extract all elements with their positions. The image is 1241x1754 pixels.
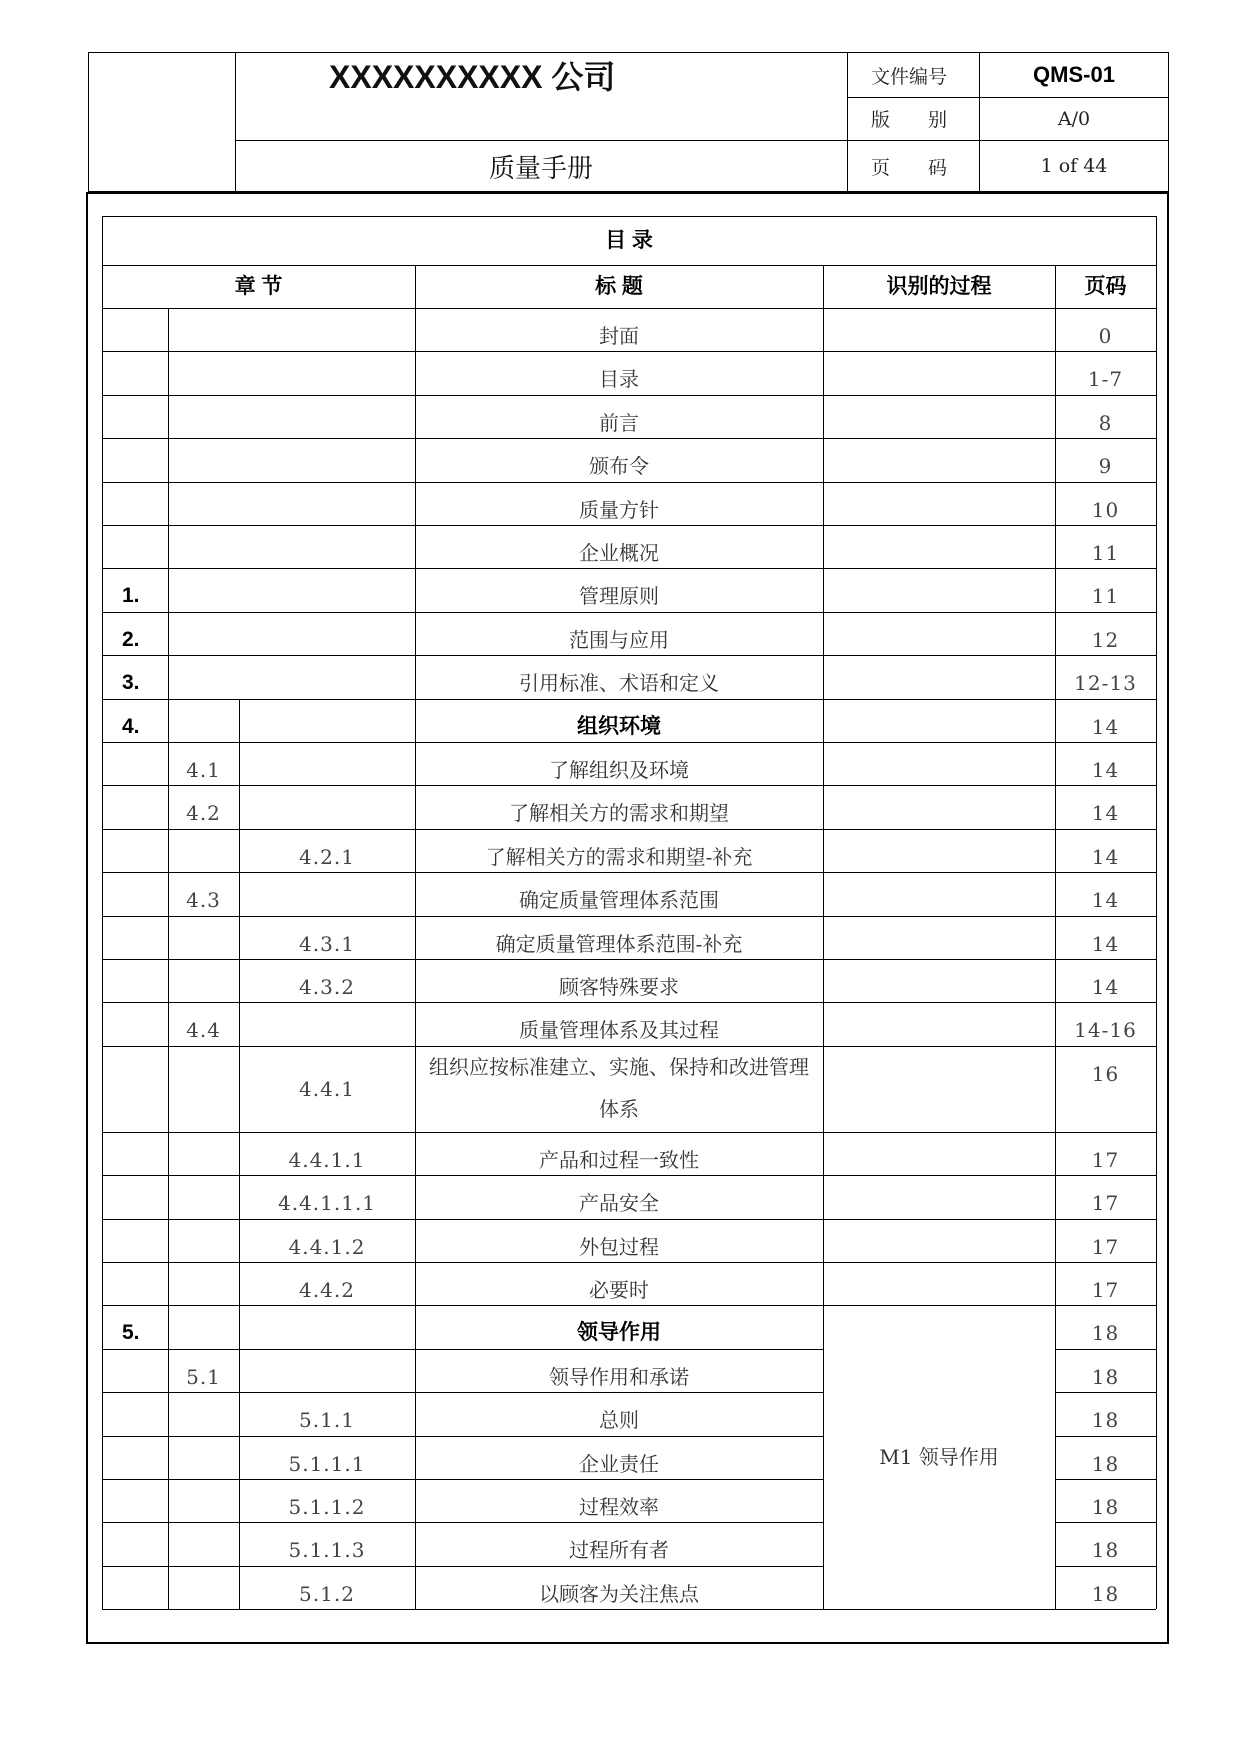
subsection-number [239, 872, 415, 915]
section-number [168, 1132, 239, 1175]
entry-title: 产品和过程一致性 [539, 1147, 699, 1172]
page-ref: 12 [1091, 627, 1120, 652]
entry-title: 企业概况 [579, 541, 659, 565]
section-number [168, 1219, 239, 1262]
page-ref: 16 [1091, 1061, 1120, 1086]
entry-title: 确定质量管理体系范围-补充 [495, 931, 743, 956]
section-number [168, 916, 239, 959]
page-ref: 18 [1091, 1495, 1120, 1519]
entry-title: 领导作用和承诺 [549, 1364, 689, 1389]
section-number [168, 1522, 239, 1565]
chapter-number [102, 1132, 168, 1175]
entry-title: 企业责任 [579, 1451, 659, 1476]
entry-title: 了解相关方的需求和期望-补充 [485, 844, 753, 869]
col-header-process: 识别的过程 [886, 274, 992, 298]
section-number [168, 308, 239, 351]
entry-title: 目录 [599, 367, 639, 392]
section-number [168, 1392, 239, 1435]
merged-process-cell: M1 领导作用 [879, 1445, 999, 1470]
chapter-number [102, 1175, 168, 1218]
chapter-number [102, 395, 168, 438]
page-ref: 14-16 [1074, 1018, 1137, 1043]
chapter-number: 3. [122, 671, 140, 695]
page-number: 1 of 44 [1040, 155, 1108, 177]
entry-title: 了解组织及环境 [549, 758, 689, 782]
entry-title: 管理原则 [579, 584, 659, 609]
chapter-number [102, 1219, 168, 1262]
section-number [168, 568, 239, 611]
doc-number-label: 文件编号 [871, 65, 948, 88]
document-header [88, 52, 1169, 192]
section-number [168, 1566, 239, 1609]
page-ref: 18 [1091, 1581, 1120, 1606]
chapter-number [102, 829, 168, 872]
chapter-number: 2. [122, 627, 140, 651]
col-header-page: 页码 [1084, 274, 1127, 298]
subsection-number [239, 1002, 415, 1045]
entry-title: 顾客特殊要求 [559, 975, 679, 999]
section-number: 4.4 [186, 1018, 221, 1043]
entry-title: 组织环境 [577, 714, 661, 738]
entry-title: 封面 [599, 324, 639, 348]
chapter-number [102, 872, 168, 915]
subsection-number [239, 525, 415, 568]
subsection-number [239, 351, 415, 394]
entry-title: 前言 [599, 410, 639, 435]
page-ref: 14 [1091, 758, 1120, 782]
toc-title: 目 录 [605, 228, 653, 252]
subsection-number [239, 568, 415, 611]
subsection-number [239, 785, 415, 828]
section-number [168, 395, 239, 438]
page-ref: 17 [1091, 1278, 1120, 1302]
entry-title: 必要时 [589, 1278, 649, 1302]
subsection-number [239, 1305, 415, 1348]
page-ref: 14 [1091, 714, 1120, 739]
section-number [168, 612, 239, 655]
chapter-number: 1. [122, 584, 140, 608]
entry-title: 引用标准、术语和定义 [519, 671, 719, 696]
page-ref: 14 [1091, 844, 1120, 869]
doc-number: QMS-01 [1033, 62, 1115, 87]
section-number [168, 959, 239, 1002]
subsection-number: 5.1.1 [299, 1408, 355, 1433]
section-number: 4.1 [186, 758, 221, 782]
section-number [168, 655, 239, 698]
chapter-number [102, 308, 168, 351]
entry-title: 领导作用 [577, 1321, 661, 1345]
page-label: 页 码 [871, 156, 948, 179]
entry-title: 质量方针 [579, 497, 659, 522]
subsection-number [239, 438, 415, 481]
subsection-number: 4.4.2 [299, 1278, 355, 1302]
section-number: 4.2 [186, 801, 221, 826]
chapter-number [102, 1522, 168, 1565]
subsection-number [239, 655, 415, 698]
section-number [168, 699, 239, 742]
page-ref: 14 [1091, 975, 1120, 999]
chapter-number [102, 1436, 168, 1479]
page-ref: 18 [1091, 1538, 1120, 1563]
section-number [168, 482, 239, 525]
section-number [168, 1305, 239, 1348]
chapter-number [102, 1002, 168, 1045]
subsection-number [239, 482, 415, 525]
entry-title: 以顾客为关注焦点 [539, 1581, 699, 1606]
col-header-chapter: 章 节 [234, 274, 283, 298]
entry-title: 颁布令 [589, 454, 649, 479]
section-number [168, 1436, 239, 1479]
chapter-number: 5. [122, 1321, 140, 1345]
section-number [168, 438, 239, 481]
chapter-number [102, 916, 168, 959]
entry-title: 质量管理体系及其过程 [519, 1018, 719, 1043]
entry-title: 确定质量管理体系范围 [519, 888, 719, 913]
subsection-number: 5.1.1.2 [288, 1495, 366, 1519]
section-number [168, 1479, 239, 1522]
chapter-number [102, 785, 168, 828]
chapter-number [102, 1392, 168, 1435]
subsection-number: 4.4.1.1.1 [277, 1191, 377, 1216]
chapter-number [102, 1349, 168, 1392]
chapter-number [102, 1262, 168, 1305]
version-value: A/0 [1057, 107, 1091, 130]
chapter-number [102, 959, 168, 1002]
entry-title: 了解相关方的需求和期望 [509, 801, 729, 826]
subsection-number: 4.4.1 [299, 1076, 355, 1101]
subsection-number: 4.3.1 [299, 931, 355, 956]
page-ref: 17 [1091, 1147, 1120, 1172]
page-ref: 18 [1091, 1408, 1120, 1433]
section-number [168, 351, 239, 394]
subsection-number: 5.1.1.3 [288, 1538, 366, 1563]
page-ref: 14 [1091, 888, 1120, 913]
page-ref: 10 [1091, 497, 1120, 522]
page-ref: 9 [1098, 454, 1113, 479]
chapter-number: 4. [122, 714, 140, 738]
subsection-number [239, 742, 415, 785]
subsection-number: 4.4.1.2 [288, 1234, 366, 1259]
subsection-number: 4.2.1 [299, 844, 355, 869]
entry-title: 过程效率 [579, 1495, 659, 1519]
subsection-number [239, 1349, 415, 1392]
section-number [168, 525, 239, 568]
subsection-number: 5.1.1.1 [288, 1451, 366, 1476]
subsection-number: 4.4.1.1 [288, 1147, 366, 1172]
subsection-number [239, 395, 415, 438]
page-ref: 11 [1091, 541, 1120, 565]
chapter-number [102, 438, 168, 481]
chapter-number [102, 1479, 168, 1522]
section-number: 4.3 [186, 888, 221, 913]
page-ref: 18 [1091, 1451, 1120, 1476]
section-number [168, 829, 239, 872]
page-ref: 12-13 [1074, 671, 1137, 696]
col-header-title: 标 题 [595, 274, 643, 298]
subsection-number [239, 699, 415, 742]
page-ref: 18 [1091, 1364, 1120, 1389]
chapter-number [102, 525, 168, 568]
chapter-number [102, 742, 168, 785]
version-label: 版 别 [871, 109, 948, 131]
section-number [168, 1262, 239, 1305]
subsection-number: 4.3.2 [299, 975, 355, 999]
company-name: XXXXXXXXXX 公司 [329, 59, 616, 95]
page-ref: 0 [1098, 324, 1113, 348]
table-of-contents [102, 216, 1156, 1609]
page-ref: 17 [1091, 1191, 1120, 1216]
document-title: 质量手册 [488, 153, 593, 184]
chapter-number [102, 1046, 168, 1132]
entry-title: 组织应按标准建立、实施、保持和改进管理体系 [429, 1054, 809, 1121]
page-ref: 14 [1091, 801, 1120, 826]
entry-title: 范围与应用 [569, 627, 669, 652]
page-ref: 11 [1091, 584, 1120, 609]
entry-title: 外包过程 [579, 1234, 659, 1259]
section-number: 5.1 [186, 1364, 221, 1389]
subsection-number: 5.1.2 [299, 1581, 355, 1606]
page-ref: 1-7 [1087, 367, 1124, 392]
page-ref: 14 [1091, 931, 1120, 956]
chapter-number [102, 351, 168, 394]
page-ref: 17 [1091, 1234, 1120, 1259]
page-ref: 8 [1098, 410, 1113, 435]
chapter-number [102, 482, 168, 525]
page-ref: 18 [1091, 1321, 1120, 1346]
section-number [168, 1046, 239, 1132]
subsection-number [239, 612, 415, 655]
section-number [168, 1175, 239, 1218]
chapter-number [102, 1566, 168, 1609]
subsection-number [239, 308, 415, 351]
entry-title: 过程所有者 [569, 1538, 669, 1563]
entry-title: 总则 [599, 1408, 639, 1433]
entry-title: 产品安全 [579, 1191, 659, 1216]
